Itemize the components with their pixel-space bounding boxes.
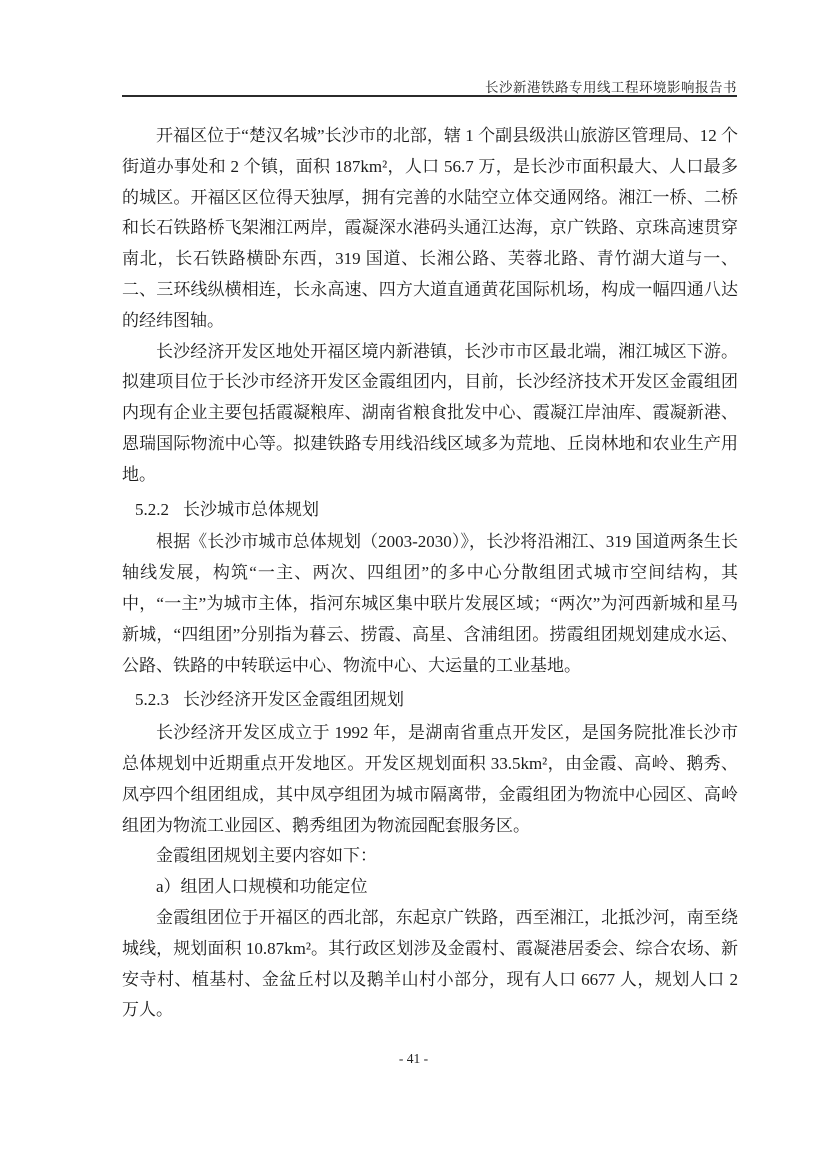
page-number: - 41 - [398,1051,429,1066]
section-heading-5-2-2 [135,495,738,526]
paragraph-kaifu-district-overview: 开福区位于“楚汉名城”长沙市的北部，辖 1 个副县级洪山旅游区管理局、12 个街道办事处和 2 个镇，面积 187km²，人口 56.7 万，是长沙市面积最大、人口最多的城区。开福区区位得天独厚，拥有完善的水陆空立体交通网络。湘江一桥、二桥和长石铁路桥飞架湘江两岸，霞凝深水港码头通江达海，京广铁路、京珠高速贯穿南北，长石铁路横卧东西，319 国道、长湘公路、芙蓉北路、青竹湖大道与一、二、三环线纵横相连，长永高速、四方大道直通黄花国际机场，构成一幅四通八达的经纬图轴。 [122,126,738,330]
page-footer [0,1051,827,1067]
paragraph-development-zone-composition: 长沙经济开发区成立于 1992 年，是湖南省重点开发区，是国务院批准长沙市总体规划中近期重点开发地区。开发区规划面积 33.5km²，由金霞、高岭、鹅秀、凤亭四个组团组成，其中凤亭组团为城市隔离带，金霞组团为物流中心园区、高岭组团为物流工业园区、鹅秀组团为物流园配套服务区。 [122,723,738,835]
header-rule [122,95,737,97]
section-title: 长沙经济开发区金霞组团规划 [183,690,404,710]
paragraph-jinxia-boundaries-population: 金霞组团位于开福区的西北部，东起京广铁路，西至湘江，北抵沙河，南至绕城线，规划面积 10.87km²。其行政区划涉及金霞村、霞凝港居委会、综合农场、新安寺村、植基村、金盆丘村以及鹅羊山村小部分，现有人口 6677 人，规划人口 2 万人。 [122,907,738,1020]
paragraph-jinxia-plan-intro: 金霞组团规划主要内容如下： [156,846,377,866]
running-header [485,76,737,96]
section-heading-5-2-3 [135,685,738,716]
section-number: 5.2.3 [135,690,169,710]
running-header-title: 长沙新港铁路专用线工程环境影响报告书 [485,80,737,95]
paragraph-changsha-economic-zone-location: 长沙经济开发区地处开福区境内新港镇，长沙市市区最北端，湘江城区下游。拟建项目位于长沙市经济开发区金霞组团内，目前，长沙经济技术开发区金霞组团内现有企业主要包括霞凝粮库、湖南省粮食批发中心、霞凝江岸油库、霞凝新港、恩瑞国际物流中心等。拟建铁路专用线沿线区域多为荒地、丘岗林地和农业生产用地。 [122,341,738,484]
paragraph-city-master-plan: 根据《长沙市城市总体规划（2003-2030）》，长沙将沿湘江、319 国道两条生长轴线发展，构筑“一主、两次、四组团”的多中心分散组团式城市空间结构，其中，“一主”为城市主体，指河东城区集中联片发展区域；“两次”为河西新城和星马新城，“四组团”分别指为暮云、捞霞、高星、含浦组团。捞霞组团规划建成水运、公路、铁路的中转联运中心、物流中心、大运量的工业基地。 [122,532,738,675]
document-body [122,121,738,1026]
section-number: 5.2.2 [135,499,169,519]
paragraph-item-a-population-function: a）组团人口规模和功能定位 [156,877,368,897]
section-title: 长沙城市总体规划 [183,499,319,519]
